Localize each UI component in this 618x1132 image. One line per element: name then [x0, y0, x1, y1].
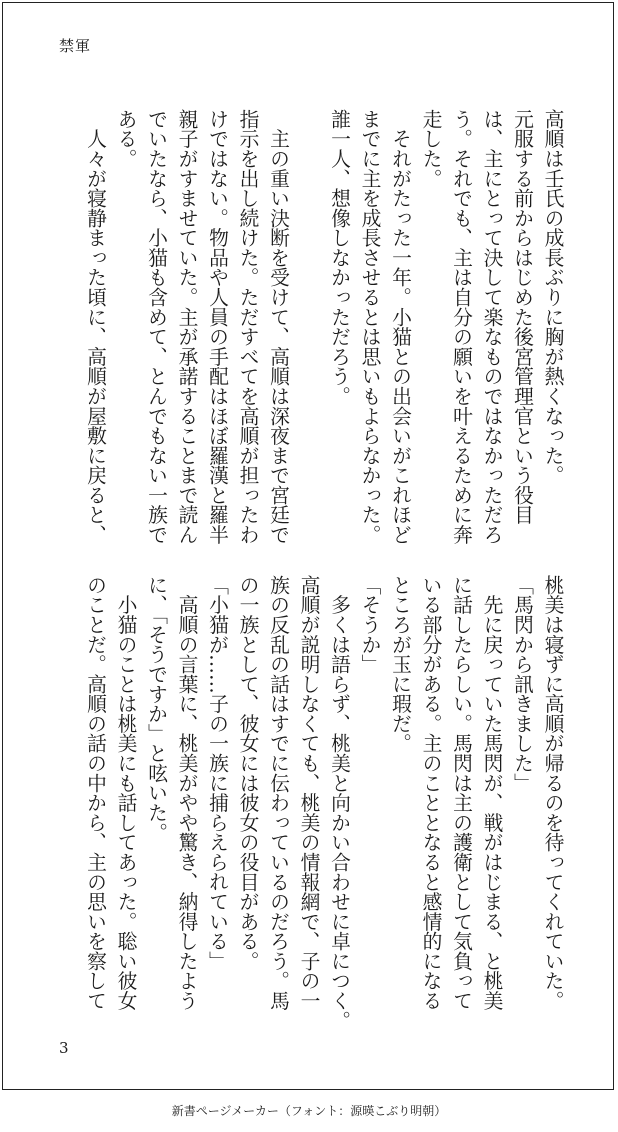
body-text-upper: 高順は壬氏の成長ぶりに胸が熱くなった。 元服する前からはじめた後宮管理官という役目 は、主にとって決して楽なものではなかっただろ う。それでも、主は自分の願いを叶えるために奔 走した。 それがたった一年。小猫との出会いがこれほど までに主を成長させるとは思いもよらなかった。 誰一人、想像しなかっただろう。 主の重い決断を受けて、高順は深夜まで宮廷で 指示を出し続けた。ただすべてを高順が担ったわ けではない。物品や人員の手配はほぼ羅漢と羅半 親子がすませていた。主が承諾することまで読ん でいたなら、小猫も含めて、とんでもない一族で ある。 人々が寝静まった頃に、高順が屋敷に戻ると、 — [83, 109, 564, 545]
generator-credit: 新書ページメーカー（フォント：源暎こぶり明朝） — [171, 1104, 447, 1118]
page-number: 3 — [59, 1039, 69, 1057]
book-page — [2, 2, 614, 1090]
body-text-lower: 桃美は寝ずに高順が帰るのを待ってくれていた。 「馬閃から訊きました」 先に戻っていた馬閃が、戦がはじまる、と桃美 に話したらしい。馬閃は主の護衛として気負って いる部分がある。主のこととなると感情的になる ところが玉に瑕だ。 「そうか」 多くは語らず、桃美と向かい合わせに卓につく。 高順が説明しなくても、桃美の情報網で、子の一 族の反乱の話はすでに伝わっているのだろう。馬 の一族として、彼女には彼女の役目がある。 「小猫が……子の一族に捕らえられている」 高順の言葉に、桃美がやや驚き、納得したよう に、「そうですか」と呟いた。 小猫のことは桃美にも話してあった。聡い彼女 のことだ。高順の話の中から、主の思いを察して — [83, 575, 564, 1031]
chapter-title: 禁軍 — [59, 37, 92, 55]
